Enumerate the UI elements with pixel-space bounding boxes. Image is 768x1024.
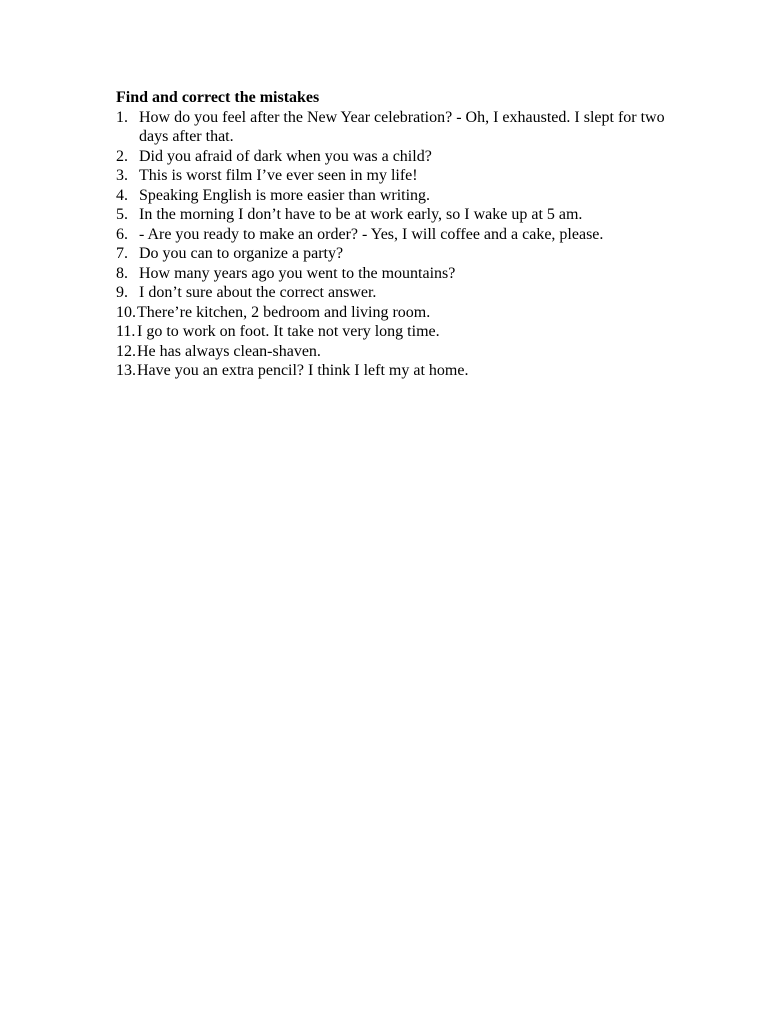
list-item [116,225,676,245]
item-number: 4. [116,186,128,204]
list-item [116,186,676,206]
list-item [116,108,676,147]
list-item [116,147,676,167]
list-item [116,244,676,264]
item-number: 6. [116,225,128,243]
item-number: 8. [116,264,128,282]
worksheet [116,88,676,381]
item-number: 10. [116,303,136,321]
item-text: Speaking English is more easier than writing. [139,186,431,204]
list-item [116,361,676,381]
item-text: How do you feel after the New Year celebration? - Oh, I exhausted. I slept for two days after that. [139,108,665,145]
item-number: 12. [116,342,136,360]
exercise-list [116,108,676,381]
list-item [116,205,676,225]
item-number: 5. [116,206,128,223]
item-text: This is worst film I’ve ever seen in my life! [139,167,418,184]
item-text: I don’t sure about the correct answer. [139,284,377,301]
item-text: Did you afraid of dark when you was a child? [139,147,432,165]
list-item [116,283,676,303]
list-item [116,322,676,342]
item-text: - Are you ready to make an order? - Yes, I will coffee and a cake, please. [139,225,604,243]
list-item [116,264,676,284]
item-number: 13. [116,362,136,379]
item-number: 3. [116,167,128,184]
item-number: 2. [116,147,128,165]
item-text: He has always clean-shaven. [137,342,321,360]
item-text: How many years ago you went to the mountains? [139,264,456,282]
list-item [116,342,676,362]
item-number: 9. [116,284,128,301]
list-item [116,303,676,323]
worksheet-title: Find and correct the mistakes [116,89,320,106]
item-number: 1. [116,108,128,126]
item-text: Have you an extra pencil? I think I left my at home. [137,362,469,379]
item-number: 7. [116,245,128,262]
item-text: There’re kitchen, 2 bedroom and living room. [137,303,431,321]
item-number: 11. [116,323,136,340]
list-item [116,166,676,186]
item-text: In the morning I don’t have to be at work early, so I wake up at 5 am. [139,206,583,223]
item-text: Do you can to organize a party? [139,245,344,262]
item-text: I go to work on foot. It take not very long time. [137,323,440,340]
